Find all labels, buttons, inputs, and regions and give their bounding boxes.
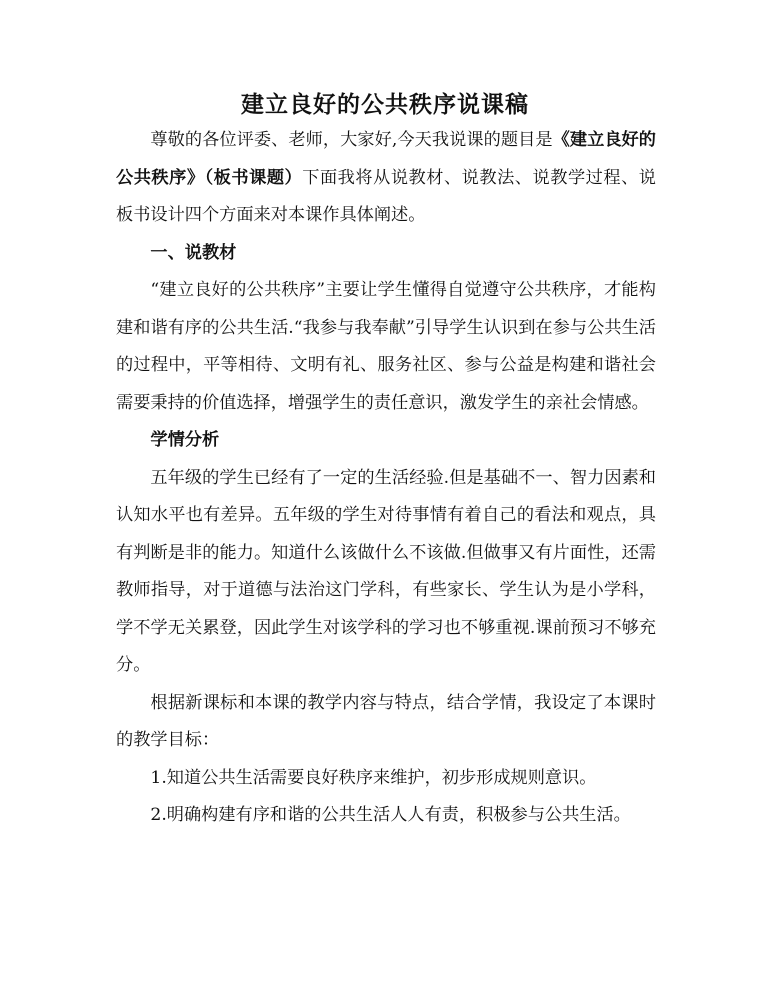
intro-prefix: 尊敬的各位评委、老师，大家好,今天我说课的题目是 <box>150 130 553 150</box>
intro-suffix: 下面我将从说教材、说教法、说教学过程、说板书设计四个方面来对本课作具体阐述。 <box>116 167 656 225</box>
intro-lesson-title: 《建立良好的公共秩序》（板书课题） <box>116 130 656 188</box>
document-title: 建立良好的公共秩序说课稿 <box>241 91 529 118</box>
document-body <box>116 122 656 835</box>
goal-item-2: 2.明确构建有序和谐的公共生活人人有责，积极参与公共生活。 <box>150 805 631 825</box>
analysis-paragraph: 五年级的学生已经有了一定的生活经验.但是基础不一、智力因素和认知水平也有差异。五年级的学生对待事情有着自己的看法和观点，具有判断是非的能力。知道什么该做什么不该做.但做事又有片面性，还需教师指导，对于道德与法治这门学科，有些家长、学生认为是小学科，学不学无关累登，因此学生对该学科的学习也不够重视.课前预习不够充分。 <box>116 467 656 675</box>
section-heading-textbook: 一、说教材 <box>150 242 237 263</box>
section-heading-analysis: 学情分析 <box>150 430 220 450</box>
textbook-paragraph: “建立良好的公共秩序”主要让学生懂得自觉遵守公共秩序，才能构建和谐有序的公共生活.“我参与我奉献”引导学生认识到在参与公共生活的过程中，平等相待、文明有礼、服务社区、参与公益是构建和谐社会需要秉持的价值选择，增强学生的责任意识，激发学生的亲社会情感。 <box>116 280 656 413</box>
goals-intro-paragraph: 根据新课标和本课的教学内容与特点，结合学情，我设定了本课时的教学目标： <box>116 692 656 750</box>
intro-paragraph <box>116 122 656 235</box>
goal-item-1: 1.知道公共生活需要良好秩序来维护，初步形成规则意识。 <box>150 767 597 788</box>
